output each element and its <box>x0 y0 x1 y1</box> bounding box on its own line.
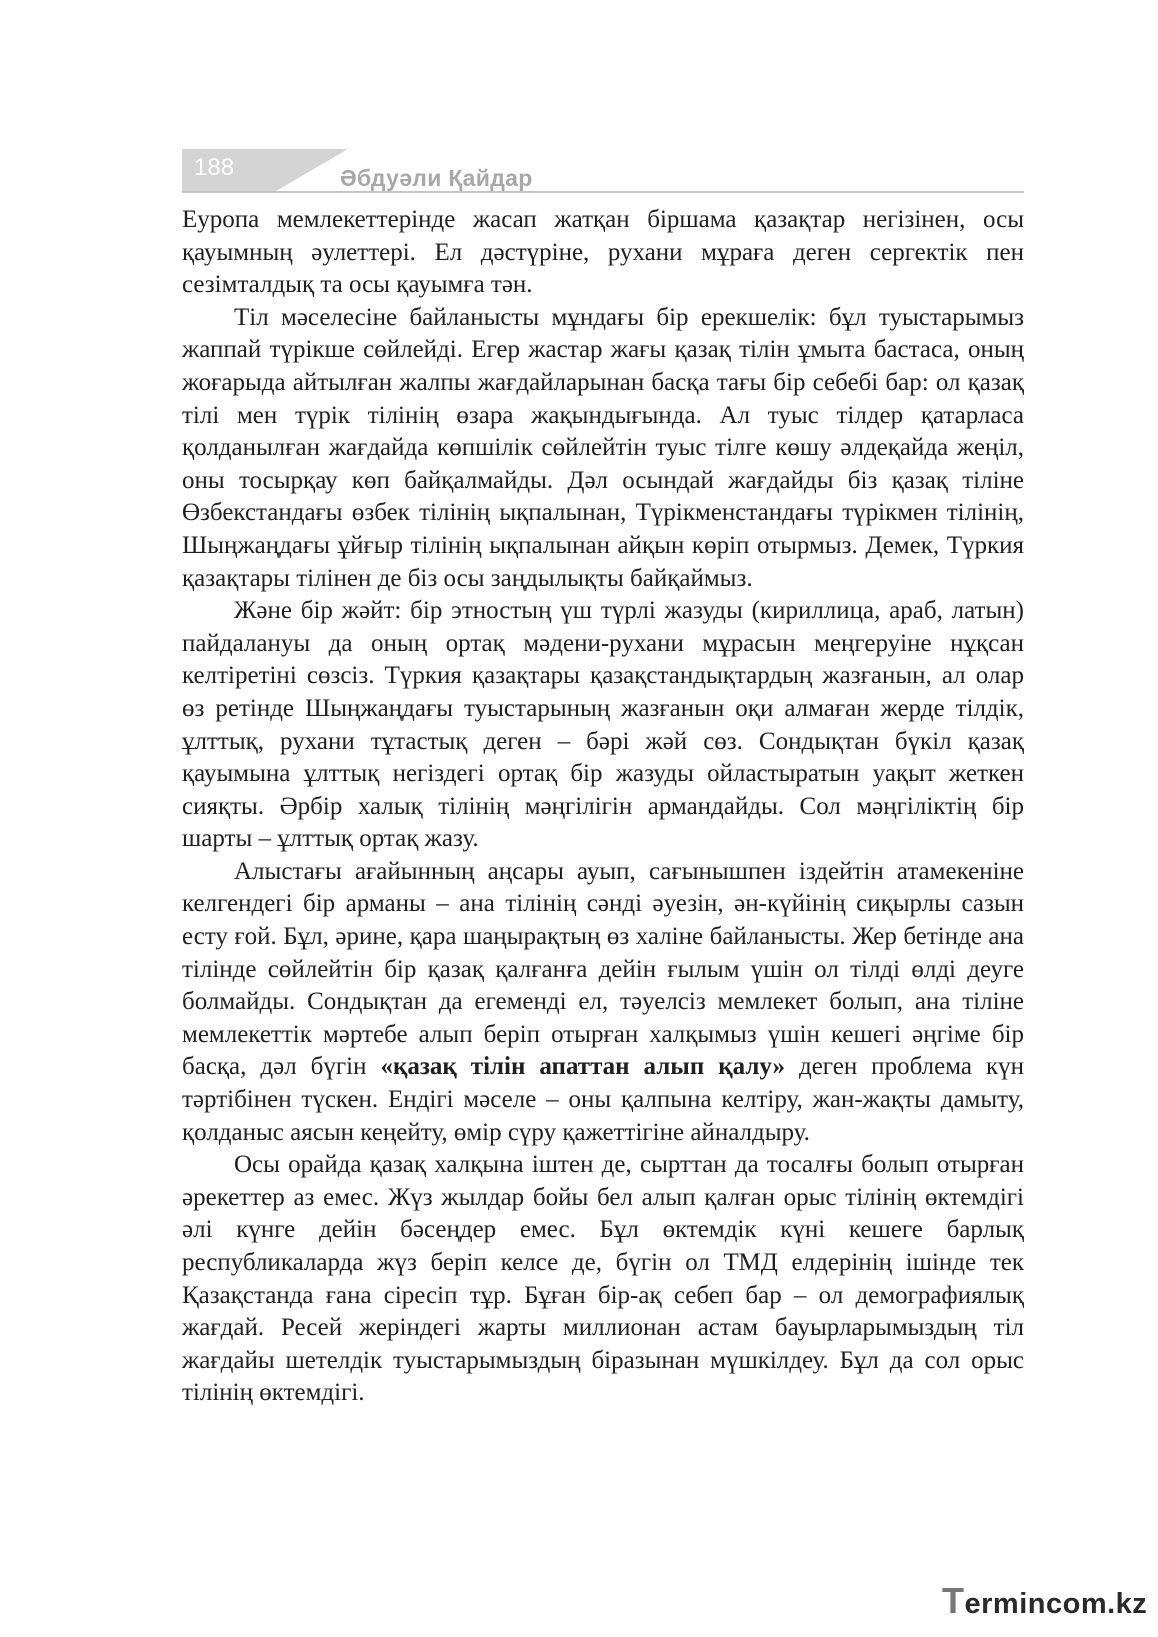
body-text <box>182 204 1024 1410</box>
watermark-t: T <box>942 1580 965 1621</box>
watermark-logo <box>942 1580 1147 1622</box>
paragraph-4-start: Алыстағы ағайынның аңсары ауып, сағынышпен іздейтін атамекеніне келгендегі бір арманы – ана тілінің сәнді әуезін, ән-күйінің сиқырлы сазын есту ғой. Бұл, әрине, қара шаңырақтың өз халіне байланысты. Жер бетінде ана тілінде сөйлейтін бір қазақ қалғанға дейін ғылым үшін ол тілді өлді деуге болмайды. Сондықтан да егеменді ел, тәуелсіз мемлекет болып, ана тіліне мемлекеттік мәртебе алып беріп отырған халқымыз үшін кешегі әңгіме бір басқа, дәл бүгін <box>182 857 1024 1081</box>
paragraph-5: Осы орайда қазақ халқына іштен де, сырттан да тосалғы болып отырған әрекеттер аз емес. Жүз жылдар бойы бел алып қалған орыс тілінің өктемдігі әлі күнге дейін бәсеңдер емес. Бұл өктемдік күні кешеге барлық республикаларда жүз беріп келсе де, бүгін ол ТМД елдерінің ішінде тек Қазақстанда ғана сіресіп тұр. Бұған бір-ақ себеп бар – ол демографиялық жағдай. Ресей жеріндегі жарты миллионан астам бауырларымыздың тіл жағдайы шетелдік туыстарымыздың біразынан мүшкілдеу. Бұл да сол орыс тілінің өктемдігі. <box>182 1151 1024 1407</box>
page-header <box>182 149 1024 195</box>
page-number-box <box>182 149 276 191</box>
watermark-text: ermincom.kz <box>964 1588 1148 1620</box>
paragraph-1: Еуропа мемлекеттерінде жасап жатқан біршама қазақтар негізінен, осы қауымның әулеттері. Ел дәстүріне, рухани мұраға деген сергектік пен сезімталдық та осы қауымға тән. <box>182 206 1024 299</box>
header-wedge <box>276 149 348 191</box>
header-rule <box>182 191 1024 193</box>
page-number: 188 <box>194 154 235 181</box>
emphasized-phrase: «қазақ тілін апаттан алып қалу» <box>380 1053 785 1081</box>
paragraph-2: Тіл мәселесіне байланысты мұндағы бір ерекшелік: бұл туыстарымыз жаппай түрікше сөйлейді. Егер жастар жағы қазақ тілін ұмыта бастаса, оның жоғарыда айтылған жалпы жағдайларынан басқа тағы бір себебі бар: ол қазақ тілі мен түрік тілінің өзара жақындығында. Ал туыс тілдер қатарласа қолданылған жағдайда көпшілік сөйлейтін туыс тілге көшу әлдеқайда жеңіл, оны тосырқау көп байқалмайды. Дәл осындай жағдайды біз қазақ тіліне Өзбекстандағы өзбек тілінің ықпалынан, Түрікменстандағы түрікмен тілінің, Шыңжаңдағы ұйғыр тілінің ықпалынан айқын көріп отырмыз. Демек, Түркия қазақтары тілінен де біз осы заңдылықты байқаймыз. <box>182 303 1024 592</box>
paragraph-4-end: деген проблема күн тәртібінен түскен. Ендігі мәселе – оны қалпына келтіру, жан-жақты дамыту, қолданыс аясын кеңейту, өмір сүру қажеттігіне айналдыру. <box>182 1053 1024 1146</box>
running-author: Әбдуәли Қайдар <box>340 165 533 191</box>
paragraph-3: Және бір жәйт: бір этностың үш түрлі жазуды (кириллица, араб, латын) пайдалануы да оның ортақ мәдени-рухани мұрасын меңгеруіне нұқсан келтіретіні сөзсіз. Түркия қазақтары қазақстандықтардың жазғанын, ал олар өз ретінде Шыңжаңдағы туыстарының жазғанын оқи алмаған жерде тілдік, ұлттық, рухани тұтастық деген – бәрі жәй сөз. Сондықтан бүкіл қазақ қауымына ұлттық негіздегі ортақ бір жазуды ойластыратын уақыт жеткен сияқты. Әрбір халық тілінің мәңгілігін армандайды. Сол мәңгіліктің бір шарты – ұлттық ортақ жазу. <box>182 597 1024 853</box>
paragraph-4 <box>182 856 1024 1149</box>
